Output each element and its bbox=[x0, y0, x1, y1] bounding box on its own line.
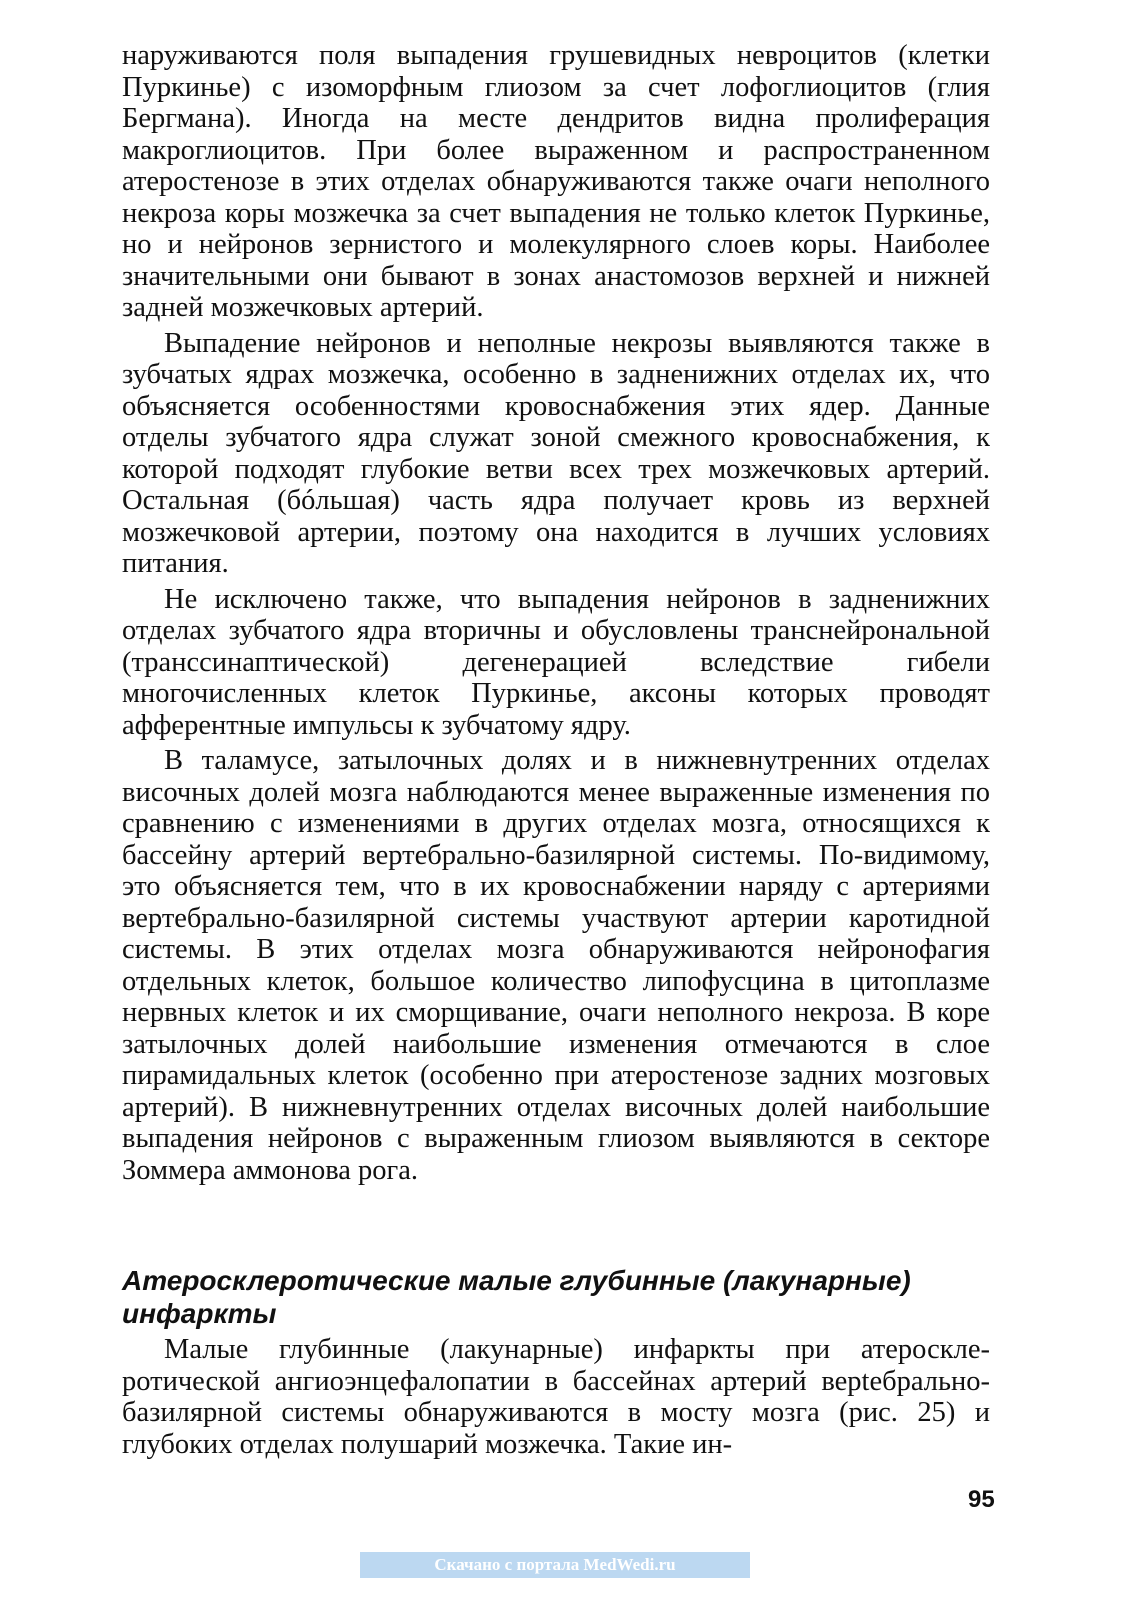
paragraph-4: В таламусе, затылочных долях и в нижневнутренних отделах височных долей мозга наблюдаются менее выраженные изменения по сравнению с изменениями в других отделах мозга, относящихся к бассейну артерий вертебрально-базилярной системы. По-видимому, это объясняется тем, что в их кровоснабжении наряду с артериями вертебрально-базилярной системы участвуют артерии каротидной системы. В этих отделах мозга обнаруживаются нейронофагия отдельных клеток, большое количество липофусцина в цитоплазме нервных клеток и их сморщивание, очаги неполного некроза. В коре затылочных долей наибольшие изменения отмечаются в слое пирамидальных клеток (особенно при атеростенозе задних мозговых артерий). В нижневнутренних отделах височных долей наибольшие выпадения нейронов с выраженным глиозом выявляются в секторе Зоммера аммонова рога. bbox=[122, 745, 990, 1186]
section-heading: Атеросклеротические малые глубинные (лакунарные) инфаркты bbox=[122, 1265, 911, 1329]
paragraph-5: Малые глубинные (лакунарные) инфаркты при атеросклеротической ангиоэнцефалопатии в бассейнах артерий верteбрально-базилярной системы обнаруживаются в мосту мозга (рис. 25) и глубоких отделах полушарий мозжечка. Такие ин- bbox=[122, 1334, 990, 1460]
watermark-banner: Скачано с портала MedWedi.ru bbox=[360, 1552, 750, 1578]
page-number: 95 bbox=[968, 1486, 995, 1513]
paragraph-3: Не исключено также, что выпадения нейронов в задненижних отделах зубчатого ядра вторичны и обусловлены транснейрональной (транссинаптической) дегенерацией вследствие гибели многочисленных клеток Пуркинье, аксоны которых проводят афферентные импульсы к зубчатому ядру. bbox=[122, 583, 990, 741]
paragraph-2: Выпадение нейронов и неполные некрозы выявляются также в зубчатых ядрах мозжечка, особенно в задненижних отделах их, что объясняется особенностями кровоснабжения этих ядер. Данные отделы зубчатого ядра служат зоной смежного кровоснабжения, к которой подходят глубокие ветви всех трех мозжечковых артерий. Остальная (бóльшая) часть ядра получает кровь из верхней мозжечковой артерии, поэтому она находится в лучших условиях питания. bbox=[122, 327, 990, 579]
paragraph-1: наруживаются поля выпадения грушевидных невроцитов (клетки Пуркинье) с изоморфным глиозом за счет лофоглиоцитов (глия Бергмана). Иногда на месте дендритов видна пролиферация макроглиоцитов. При более выраженном и распространенном атеростенозе в этих отделах обнаруживаются также очаги неполного некроза коры мозжечка за счет выпадения не только клеток Пуркинье, но и нейронов зернистого и молекулярного слоев коры. Наиболее значительными они бывают в зонах анастомозов верхней и нижней задней мозжечковых артерий. bbox=[122, 40, 990, 323]
page-body bbox=[122, 40, 990, 1460]
